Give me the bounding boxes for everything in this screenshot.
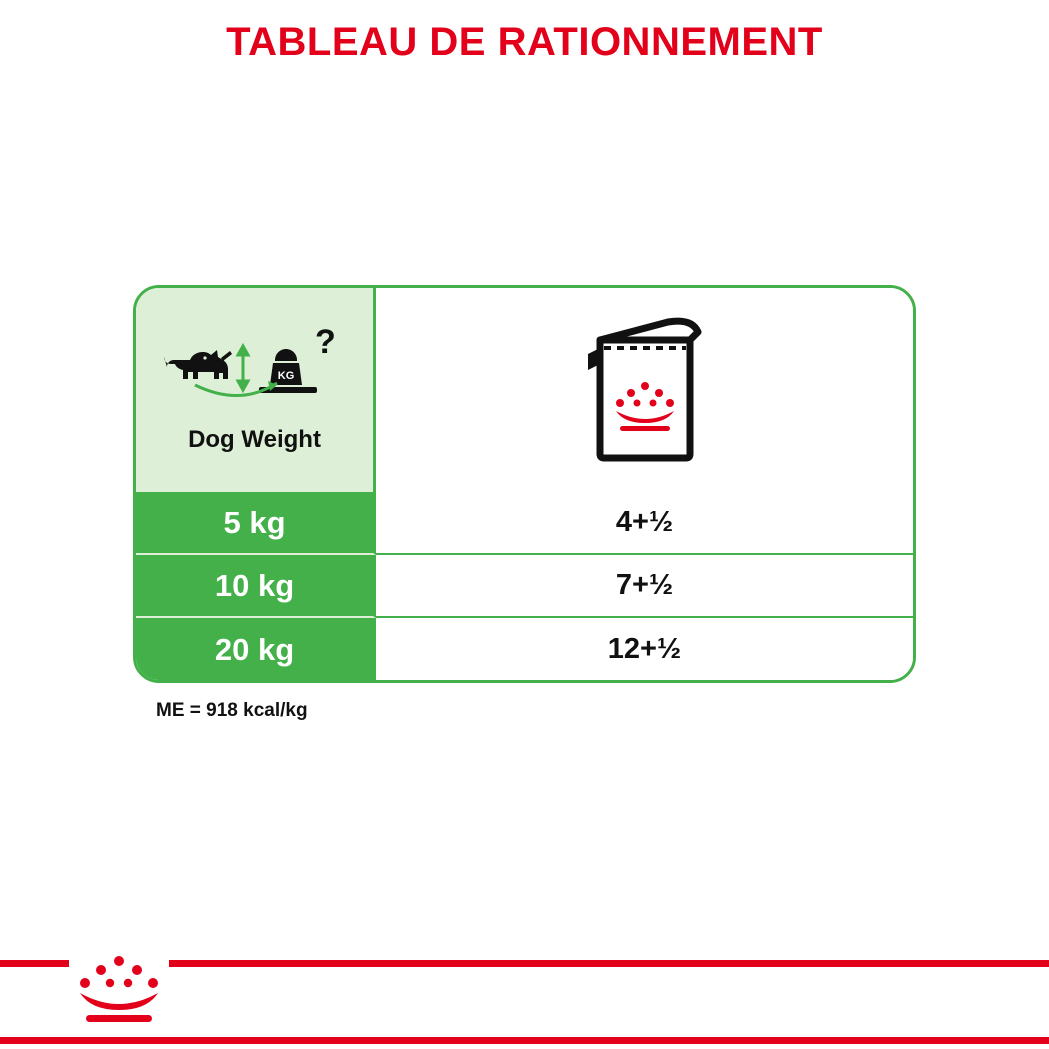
footer: [0, 934, 1049, 1049]
pouch-header-cell: [376, 288, 913, 492]
feeding-table: [133, 285, 916, 683]
svg-text:KG: KG: [277, 369, 294, 382]
footer-accent-bar-bottom: [0, 1037, 1049, 1044]
table-row: [136, 618, 913, 681]
row-weight-cell: 20 kg: [136, 618, 376, 681]
row-weight-cell: 5 kg: [136, 492, 376, 555]
row-amount-cell: 12+½: [376, 618, 913, 681]
row-weight-cell: 10 kg: [136, 555, 376, 618]
svg-text:?: ?: [314, 326, 336, 361]
row-amount-cell: 4+½: [376, 492, 913, 555]
dog-weight-header-label: Dog Weight: [188, 425, 321, 453]
dog-scale-question-icon: [155, 327, 355, 412]
table-header-row: [136, 288, 913, 492]
wet-food-pouch-icon: [580, 308, 710, 473]
royal-canin-crown-logo: [69, 950, 169, 1030]
page-title: TABLEAU DE RATIONNEMENT: [226, 20, 823, 64]
table-row: [136, 555, 913, 618]
metabolizable-energy-note: ME = 918 kcal/kg: [156, 700, 308, 721]
table-row: [136, 492, 913, 555]
row-amount-cell: 7+½: [376, 555, 913, 618]
dog-weight-header-cell: [136, 288, 376, 492]
